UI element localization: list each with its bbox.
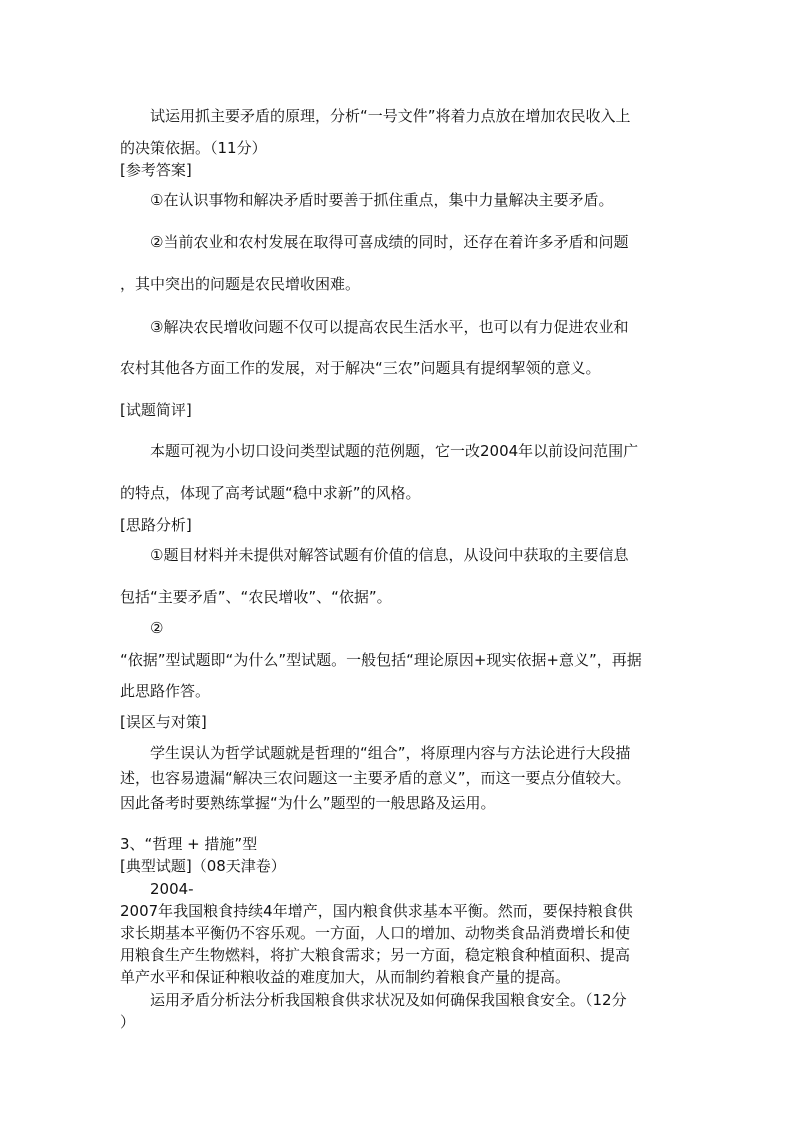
- material-text: 2007年我国粮食持续4年增产，国内粮食供求基本平衡。然而，要保持粮食供: [120, 902, 633, 920]
- review-text: 的特点，体现了高考试题“稳中求新”的风格。: [120, 484, 421, 502]
- section-question-text: 运用矛盾分析法分析我国粮食供求状况及如何确保我国粮食安全。（12分: [150, 991, 627, 1009]
- answer-heading: [参考答案]: [120, 161, 192, 179]
- material-text: 单产水平和保证种粮收益的难度加大，从而制约着粮食产量的提高。: [120, 968, 571, 986]
- material-text: 求长期基本平衡仍不容乐观。一方面，人口的增加、动物类食品消费增长和使: [120, 924, 631, 942]
- section-question-text: ）: [120, 1013, 136, 1031]
- analysis-point-2: “依据”型试题即“为什么”型试题。一般包括“理论原因+现实依据+意义”，再据: [120, 651, 642, 669]
- typical-question-heading: [典型试题]（08天津卷）: [120, 857, 286, 875]
- answer-point-1: ①在认识事物和解决矛盾时要善于抓住重点，集中力量解决主要矛盾。: [150, 191, 614, 209]
- review-text: 本题可视为小切口设问类型试题的范例题，它一改2004年以前设问范围广: [150, 442, 639, 460]
- answer-point-3-cont: 农村其他各方面工作的发展，对于解决“三农”问题具有提纲挈领的意义。: [120, 359, 601, 377]
- analysis-point-2-cont: 此思路作答。: [120, 682, 211, 700]
- mistakes-text: 学生误认为哲学试题就是哲理的“组合”，将原理内容与方法论进行大段描: [150, 744, 631, 762]
- question-text: 的决策依据。（11分）: [120, 139, 267, 157]
- mistakes-heading: [误区与对策]: [120, 713, 207, 731]
- mistakes-text: 述，也容易遗漏“解决三农问题这一主要矛盾的意义”，而这一要点分值较大。: [120, 769, 631, 787]
- answer-point-3: ③解决农民增收问题不仅可以提高农民生活水平，也可以有力促进农业和: [150, 318, 629, 336]
- analysis-heading: [思路分析]: [120, 516, 192, 534]
- answer-point-2: ②当前农业和农村发展在取得可喜成绩的同时，还存在着许多矛盾和问题: [150, 233, 629, 251]
- year-fragment: 2004-: [150, 880, 194, 898]
- question-text: 试运用抓主要矛盾的原理，分析“一号文件”将着力点放在增加农民收入上: [150, 107, 631, 125]
- analysis-point-1-cont: 包括“主要矛盾”、“农民增收”、“依据”。: [120, 588, 392, 606]
- analysis-point-1: ①题目材料并未提供对解答试题有价值的信息，从设问中获取的主要信息: [150, 546, 629, 564]
- answer-point-2-cont: ，其中突出的问题是农民增收困难。: [120, 275, 361, 293]
- analysis-point-2-marker: ②: [150, 619, 164, 637]
- section-title: 3、“哲理 + 措施”型: [120, 835, 258, 853]
- review-heading: [试题简评]: [120, 401, 192, 419]
- mistakes-text: 因此备考时要熟练掌握“为什么”题型的一般思路及运用。: [120, 794, 496, 812]
- material-text: 用粮食生产生物燃料，将扩大粮食需求；另一方面，稳定粮食种植面积、提高: [120, 946, 631, 964]
